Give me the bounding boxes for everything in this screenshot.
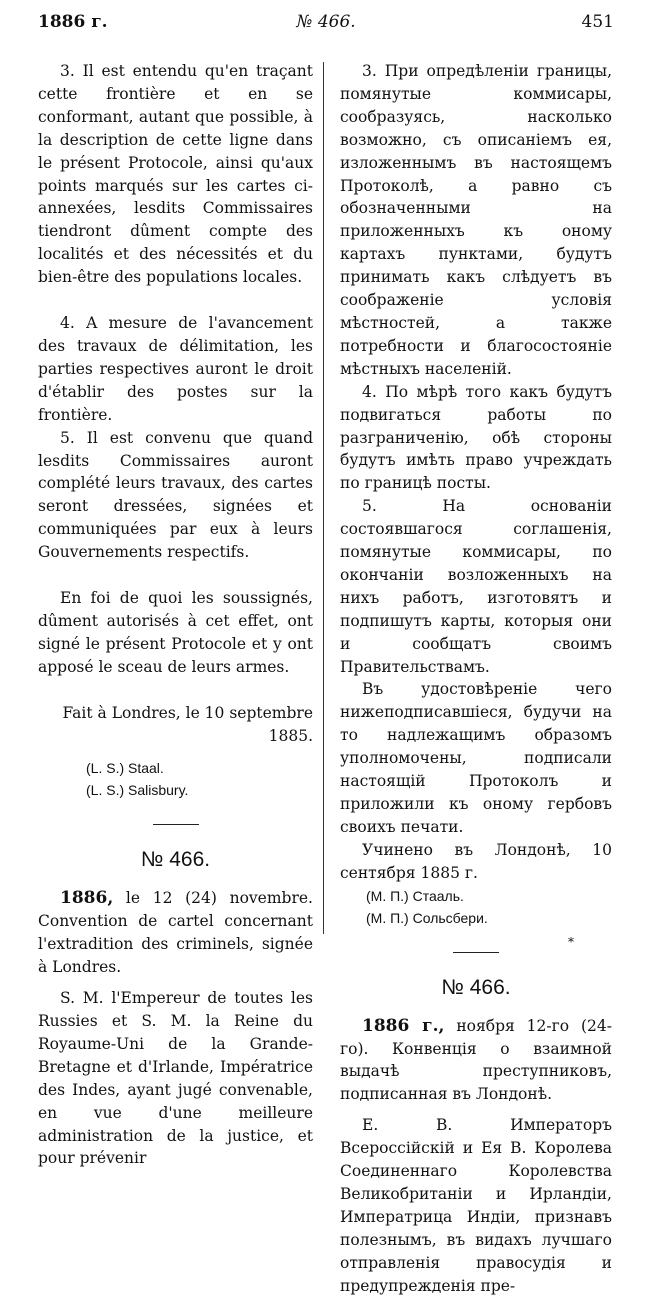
- header-year: 1886 г.: [38, 12, 108, 32]
- convention-intro-ru: Е. В. Императоръ Всероссійскій и Ея В. Королева Соединеннаго Королевства Великобританіи и Ирландіи, Императрица Индіи, признавъ полезнымъ, въ видахъ лучшаго отправленія правосудія и предупрежденія пре-: [340, 1116, 612, 1295]
- footer-mark: *: [568, 935, 574, 949]
- heading-text-ru: ноября 12-го (24-го). Конвенція о взаимной выдачѣ преступниковъ, подписанная въ Лондонѣ.: [340, 1016, 612, 1104]
- signature-staal-ru: (М. П.) Стааль.: [366, 887, 464, 904]
- page-header: [38, 12, 614, 40]
- signature-staal-fr: (L. S.) Staal.: [86, 760, 164, 777]
- document-number-ru: № 466.: [441, 975, 511, 999]
- russian-column: [340, 60, 612, 1298]
- document-number-fr: № 466.: [140, 848, 211, 872]
- french-column: [38, 60, 313, 1170]
- section-rule-ru: [453, 952, 499, 953]
- in-witness-ru: Въ удостовѣреніе чего нижеподписавшіеся, будучи на то надлежащимъ образомъ уполномочены, подписали настоящій Протоколъ и приложили къ оному гербовъ своихъ печати.: [340, 680, 612, 836]
- signature-salisbury-fr: (L. S.) Salisbury.: [86, 782, 189, 799]
- in-witness-fr: En foi de quoi les soussignés, dûment autorisés à cet effet, ont signé le présent Protocole et y ont apposé le sceau de leurs armes.: [38, 589, 313, 676]
- article-5-ru: 5. На основаніи состоявшагося соглашенія, помянутые коммисары, по окончаніи возложенныхъ на нихъ работъ, изготовятъ и подпишутъ карты, которыя они и сообщатъ своимъ Правительствамъ.: [340, 497, 612, 676]
- article-3-ru: 3. При опредѣленіи границы, помянутые коммисары, сообразуясь, насколько возможно, съ описаніемъ ея, изложеннымъ въ настоящемъ Протоколѣ, а равно съ обозначенными на приложенныхъ къ оному картахъ пунктами, будутъ принимать какъ слѣдуетъ въ соображеніе условія мѣстностей, а также потребности и благосостояніе мѣстныхъ населеній.: [340, 62, 612, 378]
- convention-heading-ru: [340, 1015, 612, 1107]
- article-4-fr: 4. A mesure de l'avancement des travaux de délimitation, les parties respectives auront le droit d'établir des postes sur la frontière.: [38, 314, 313, 424]
- signature-salisbury-ru: (М. П.) Сольсбери.: [366, 909, 488, 926]
- done-at-fr: Fait à Londres, le 10 septembre 1885.: [62, 703, 313, 745]
- article-3-fr: 3. Il est entendu qu'en traçant cette frontière et en se conformant, autant que possible, à la description de cette ligne dans le présent Protocole, ainsi qu'aux points marqués sur les cartes ci-annexées, lesdits Commissaires tiendront dûment compte des localités et des nécessités et du bien-être des populations locales.: [38, 62, 313, 287]
- article-4-ru: 4. По мѣрѣ того какъ будутъ подвигаться работы по разграниченію, обѣ стороны будутъ имѣть право учреждать по границѣ посты.: [340, 382, 612, 493]
- header-document-number: № 466.: [296, 12, 356, 32]
- convention-intro-fr: S. M. l'Empereur de toutes les Russies et S. M. la Reine du Royaume-Uni de la Grande-Bretagne et d'Irlande, Impératrice des Indes, ayant jugé convenable, en vue d'une meilleure administration de la justice, et pour prévenir: [38, 989, 313, 1168]
- article-5-fr: 5. Il est convenu que quand lesdits Commissaires auront complété leurs travaux, des cartes seront dressées, signées et communiquées par eux à leurs Gouvernements respectifs.: [38, 428, 313, 562]
- heading-year-fr: 1886,: [60, 888, 114, 909]
- done-at-ru: Учинено въ Лондонѣ, 10 сентября 1885 г.: [340, 840, 612, 882]
- heading-year-ru: 1886 г.,: [362, 1015, 445, 1036]
- page-number: 451: [581, 12, 614, 32]
- column-divider: [323, 62, 324, 934]
- heading-text-fr: le 12 (24) novembre. Convention de cartel concernant l'extradition des criminels, signée à Londres.: [38, 889, 313, 977]
- section-rule: [153, 824, 199, 825]
- convention-heading-fr: [38, 887, 313, 979]
